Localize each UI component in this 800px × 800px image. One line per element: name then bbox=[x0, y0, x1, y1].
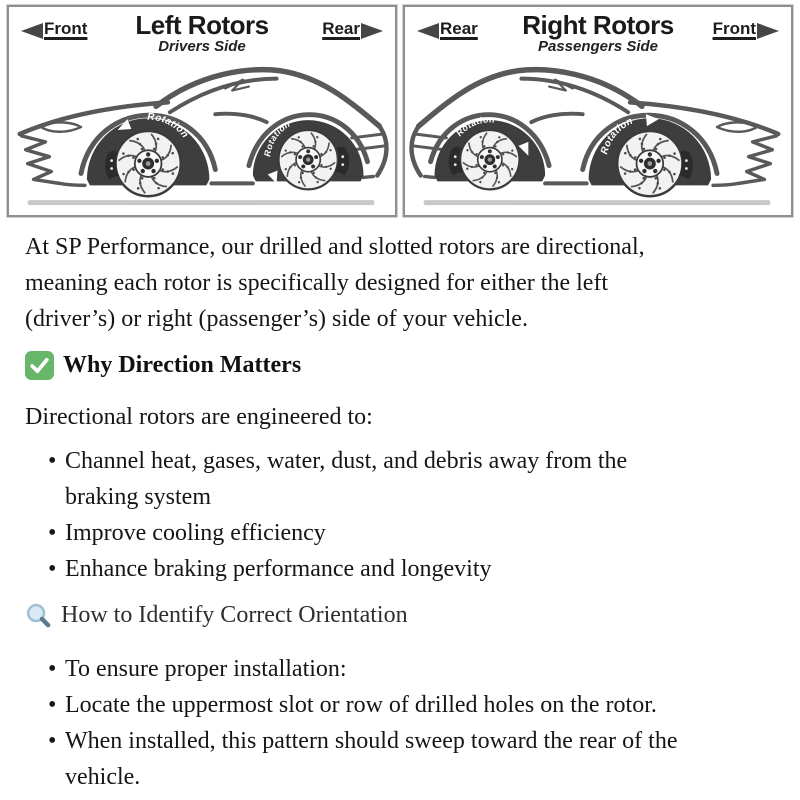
panel-title: Left Rotors bbox=[135, 10, 269, 40]
bullet-marker bbox=[48, 551, 65, 587]
direction-text: Rear bbox=[440, 19, 478, 38]
why-direction-matters-heading bbox=[25, 347, 760, 383]
panel-title: Right Rotors bbox=[522, 10, 674, 40]
arrow-right-icon bbox=[361, 23, 383, 39]
bullet-marker bbox=[48, 443, 65, 515]
arrow-left-icon bbox=[21, 23, 43, 39]
list-item-line: Enhance braking performance and longevity bbox=[65, 556, 492, 582]
right-car-illustration bbox=[406, 51, 788, 213]
direction-text: Front bbox=[44, 19, 88, 38]
article-body bbox=[0, 217, 800, 795]
rotation-label: Rotation bbox=[454, 114, 496, 139]
orientation-list bbox=[25, 651, 760, 795]
direction-text: Front bbox=[712, 19, 756, 38]
rotation-label: Rotation bbox=[147, 111, 191, 141]
panel-subtitle: Passengers Side bbox=[537, 38, 659, 55]
front-direction-label bbox=[713, 19, 779, 39]
panel-subtitle: Drivers Side bbox=[158, 38, 246, 55]
intro-line: (driver’s) or right (passenger’s) side of your vehicle. bbox=[25, 306, 528, 332]
list-item-line: Channel heat, gases, water, dust, and debris away from the bbox=[65, 448, 628, 474]
check-icon bbox=[25, 351, 54, 380]
intro-line: At SP Performance, our drilled and slotted rotors are directional, bbox=[25, 234, 645, 260]
list-item-line: Improve cooling efficiency bbox=[65, 520, 326, 546]
direction-text: Rear bbox=[322, 19, 360, 38]
bullet-marker bbox=[48, 723, 65, 795]
rear-direction-label bbox=[322, 19, 383, 39]
bullet-marker bbox=[48, 515, 65, 551]
rear-direction-label bbox=[417, 19, 478, 39]
left-car-illustration bbox=[10, 51, 392, 213]
heading-text: Why Direction Matters bbox=[63, 352, 302, 378]
list-item-line: vehicle. bbox=[65, 764, 141, 790]
list-item-line: When installed, this pattern should sweep toward the rear of the bbox=[65, 728, 678, 754]
heading-text: How to Identify Correct Orientation bbox=[61, 602, 408, 628]
list-item bbox=[48, 515, 760, 551]
list-item bbox=[48, 443, 760, 515]
list-item bbox=[48, 651, 760, 687]
list-item bbox=[48, 551, 760, 587]
list-item bbox=[48, 687, 760, 723]
arrow-right-icon bbox=[757, 23, 779, 39]
bullet-marker bbox=[48, 651, 65, 687]
rotor-direction-diagram bbox=[0, 0, 800, 217]
rotation-label: Rotation bbox=[262, 118, 292, 158]
front-direction-label bbox=[21, 19, 87, 39]
list-item-line: braking system bbox=[65, 484, 211, 510]
lead-text: Directional rotors are engineered to: bbox=[25, 404, 373, 430]
arrow-left-icon bbox=[417, 23, 439, 39]
intro-line: meaning each rotor is specifically designed for either the left bbox=[25, 270, 609, 296]
identify-orientation-heading bbox=[25, 597, 760, 633]
magnifying-glass-icon bbox=[25, 602, 52, 629]
right-rotors-panel bbox=[403, 5, 793, 217]
list-item-line: Locate the uppermost slot or row of drilled holes on the rotor. bbox=[65, 692, 657, 718]
bullet-marker bbox=[48, 687, 65, 723]
left-rotors-panel bbox=[7, 5, 397, 217]
rotation-label: Rotation bbox=[599, 115, 635, 156]
intro-paragraph bbox=[25, 229, 760, 337]
list-item-line: To ensure proper installation: bbox=[65, 656, 347, 682]
benefits-list bbox=[25, 443, 760, 587]
list-item bbox=[48, 723, 760, 795]
